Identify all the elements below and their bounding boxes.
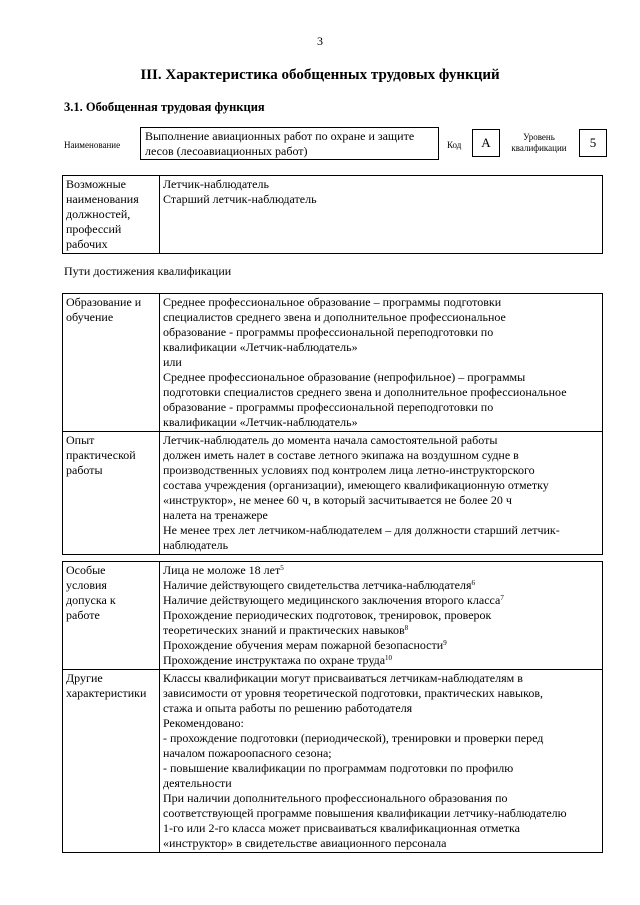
level-label-line: Уровень — [523, 132, 555, 142]
label-line: работе — [66, 608, 100, 622]
label-line: рабочих — [66, 237, 108, 251]
admission-row — [63, 562, 603, 670]
label-line: допуска к — [66, 593, 116, 607]
condition-text: Наличие действующего медицинского заключения второго класса — [163, 593, 501, 607]
education-label — [63, 294, 160, 432]
label-line: наименования — [66, 192, 139, 206]
condition-text: Наличие действующего свидетельства летчика-наблюдателя — [163, 578, 472, 592]
label-line: Другие — [66, 671, 103, 685]
text-line: наблюдатель — [163, 538, 229, 552]
footnote-ref: 9 — [443, 639, 447, 647]
condition-text: Прохождение обучения мерам пожарной безопасности — [163, 638, 444, 652]
footnote-ref: 8 — [404, 624, 409, 632]
text-line: деятельности — [163, 776, 232, 790]
label-line: практической — [66, 448, 136, 462]
text-line: стажа и опыта работы по решению работодателя — [163, 701, 413, 715]
text-line: Среднее профессиональное образование (непрофильное) – программы — [163, 370, 526, 384]
condition-text: Прохождение периодических подготовок, тренировок, проверок — [163, 608, 492, 622]
code-value: А — [472, 129, 500, 157]
label-line: работы — [66, 463, 103, 477]
text-line — [163, 608, 598, 623]
footnote-ref: 5 — [280, 564, 284, 572]
text-line: - прохождение подготовки (периодической), тренировки и проверки перед — [163, 731, 544, 745]
experience-label — [63, 432, 160, 555]
label-line: Возможные — [66, 177, 126, 191]
section-title: III. Характеристика обобщенных трудовых функций — [140, 67, 500, 83]
subsection-title: 3.1. Обобщенная трудовая функция — [64, 100, 265, 114]
text-line: или — [163, 355, 182, 369]
label-line: должностей, — [66, 207, 131, 221]
text-line: образование - программы профессиональной переподготовки по — [163, 325, 494, 339]
text-line — [163, 638, 598, 653]
text-line: Рекомендовано: — [163, 716, 244, 730]
text-line: состава учреждения (организации), имеющего квалификационную отметку — [163, 478, 549, 492]
text-line: Классы квалификации могут присваиваться летчикам-наблюдателям в — [163, 671, 523, 685]
text-line: квалификации «Летчик-наблюдатель» — [163, 415, 358, 429]
text-line: началом пожароопасного сезона; — [163, 746, 332, 760]
text-line: налета на тренажере — [163, 508, 268, 522]
positions-values — [160, 176, 603, 254]
text-line — [163, 653, 598, 668]
qualification-paths-table — [62, 293, 603, 555]
positions-row — [63, 176, 603, 254]
function-name-line: лесов (лесоавиационных работ) — [145, 144, 308, 158]
qualification-paths-title: Пути достижения квалификации — [64, 264, 232, 278]
text-line — [163, 578, 598, 593]
label-line: характеристики — [66, 686, 147, 700]
experience-text — [160, 432, 603, 555]
position-item: Летчик-наблюдатель — [163, 177, 269, 191]
text-line: квалификации «Летчик-наблюдатель» — [163, 340, 358, 354]
text-line: образование - программы профессиональной переподготовки по — [163, 400, 494, 414]
text-line: Летчик-наблюдатель до момента начала самостоятельной работы — [163, 433, 498, 447]
footnote-ref: 7 — [500, 594, 504, 602]
condition-text: Прохождение инструктажа по охране труда — [163, 653, 386, 667]
other-label — [63, 670, 160, 853]
text-line: При наличии дополнительного профессионального образования по — [163, 791, 508, 805]
condition-text: Лица не моложе 18 лет — [163, 563, 281, 577]
footnote-ref: 10 — [385, 654, 393, 662]
level-value: 5 — [579, 129, 607, 157]
code-label: Код — [447, 140, 462, 150]
name-label: Наименование — [64, 140, 121, 150]
education-text — [160, 294, 603, 432]
page-number: 3 — [317, 34, 323, 48]
label-line: Образование и — [66, 295, 142, 309]
text-line: Не менее трех лет летчиком-наблюдателем – для должности старший летчик- — [163, 523, 560, 537]
label-line: обучение — [66, 310, 114, 324]
text-line: - повышение квалификации по программам подготовки по профилю — [163, 761, 514, 775]
text-line: соответствующей программе повышения квалификации летчику-наблюдателю — [163, 806, 567, 820]
level-label-line: квалификации — [511, 143, 567, 153]
experience-row — [63, 432, 603, 555]
text-line: зависимости от уровня теоретической подготовки, практических навыков, — [163, 686, 544, 700]
education-row — [63, 294, 603, 432]
label-line: условия — [66, 578, 107, 592]
positions-label — [63, 176, 160, 254]
condition-text: теоретических знаний и практических навыков — [163, 623, 405, 637]
text-line — [163, 563, 598, 578]
text-line: Среднее профессиональное образование – программы подготовки — [163, 295, 502, 309]
admission-label — [63, 562, 160, 670]
function-name-line: Выполнение авиационных работ по охране и защите — [145, 129, 415, 143]
other-row — [63, 670, 603, 853]
position-item: Старший летчик-наблюдатель — [163, 192, 317, 206]
label-line: профессий — [66, 222, 122, 236]
admission-text — [160, 562, 603, 670]
conditions-table — [62, 561, 603, 853]
text-line: специалистов среднего звена и дополнительное профессиональное — [163, 310, 506, 324]
text-line — [163, 593, 598, 608]
text-line — [163, 623, 598, 638]
label-line: Особые — [66, 563, 106, 577]
text-line: 1-го или 2-го класса может присваиваться квалификационная отметка — [163, 821, 520, 835]
text-line: «инструктор», не менее 60 ч, в который засчитывается не более 20 ч — [163, 493, 512, 507]
label-line: Опыт — [66, 433, 95, 447]
text-line: «инструктор» в свидетельстве авиационного персонала — [163, 836, 447, 850]
level-label — [503, 132, 575, 154]
footnote-ref: 6 — [471, 579, 475, 587]
text-line: должен иметь налет в составе летного экипажа на воздушном судне в — [163, 448, 519, 462]
text-line: производственных условиях под контролем лица летно-инструкторского — [163, 463, 535, 477]
positions-table — [62, 175, 603, 254]
other-text — [160, 670, 603, 853]
function-name-box — [140, 127, 439, 160]
text-line: подготовки специалистов среднего звена и дополнительное профессиональное — [163, 385, 567, 399]
